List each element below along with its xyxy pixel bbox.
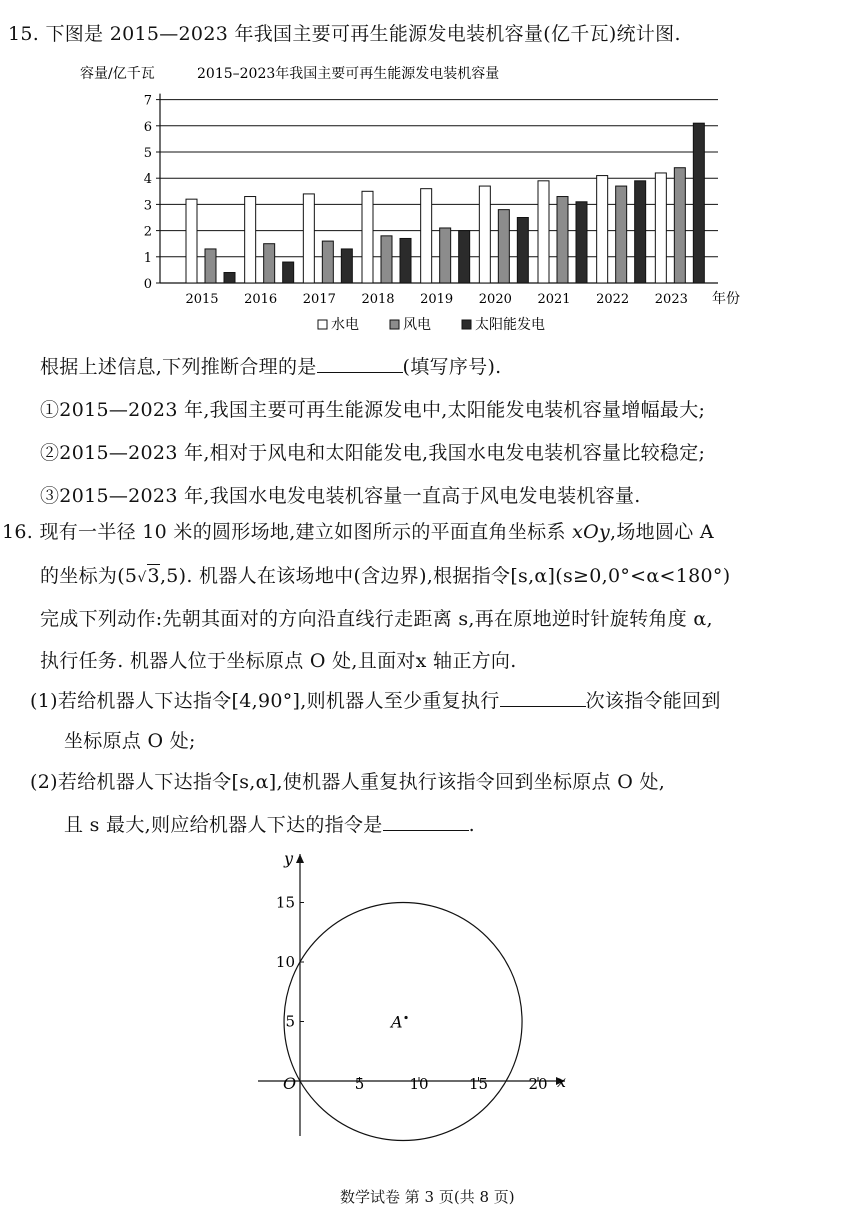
coordinate-figure: [0, 840, 867, 1160]
y-axis-label: 容量/亿千瓦: [80, 66, 155, 82]
bar-2019-0: [421, 189, 432, 283]
q16-line-4: 执行任务. 机器人位于坐标原点 O 处,且面对x 轴正方向.: [40, 650, 517, 672]
bar-2021-2: [576, 202, 587, 283]
legend-label: 水电: [331, 317, 359, 333]
bar-2018-0: [362, 191, 373, 283]
q16-part1-line2: 坐标原点 O 处;: [64, 730, 196, 752]
q15-stem: 15. 下图是 2015—2023 年我国主要可再生能源发电装机容量(亿千瓦)统计图.: [8, 23, 681, 45]
q15-statement-1: ①2015—2023 年,我国主要可再生能源发电中,太阳能发电装机容量增幅最大;: [40, 399, 706, 421]
x-tick-label: 10: [409, 1075, 429, 1093]
center-point: [404, 1016, 407, 1019]
center-label: A: [391, 1012, 403, 1032]
q16-part1: [30, 688, 721, 713]
x-tick-label: 2021: [537, 292, 571, 307]
bar-2022-1: [616, 186, 627, 283]
bar-2015-0: [186, 199, 197, 283]
q16-part2-text: 且 s 最大,则应给机器人下达的指令是: [64, 814, 383, 836]
q16-part2-end: .: [468, 814, 475, 836]
y-tick-label: 6: [143, 119, 152, 135]
coord-system-label: xOy: [572, 521, 611, 543]
y-tick-label: 4: [143, 172, 152, 188]
x-tick-label: 2020: [478, 292, 512, 307]
x-tick-label: 15: [468, 1075, 489, 1093]
q16-line-1: [2, 520, 714, 544]
y-tick-label: 15: [275, 893, 295, 912]
y-axis-label: y: [284, 849, 294, 868]
answer-blank-16-1[interactable]: [500, 688, 586, 707]
bar-2019-1: [440, 228, 451, 283]
legend-swatch: [462, 320, 471, 329]
q15-prompt-before: 根据上述信息,下列推断合理的是: [40, 356, 317, 378]
q16-line-2b: ,5). 机器人在该场地中(含边界),根据指令[s,α](s≥0,0°<α<180°): [159, 565, 731, 587]
x-tick-label: 2022: [596, 292, 630, 307]
bar-2016-0: [245, 197, 256, 283]
x-tick-label: 2018: [361, 292, 395, 307]
bar-2017-2: [341, 249, 352, 283]
answer-blank-15[interactable]: [317, 354, 403, 373]
bar-2020-2: [517, 218, 528, 284]
x-tick-label: 2019: [420, 292, 454, 307]
page-footer: 数学试卷 第 3 页(共 8 页): [340, 1188, 515, 1206]
legend-label: 太阳能发电: [475, 317, 545, 333]
x-tick-label: 2017: [302, 292, 336, 307]
y-tick-label: 5: [143, 146, 152, 161]
y-tick-label: 5: [285, 1012, 295, 1031]
bar-2023-1: [674, 168, 685, 283]
q16-line-3: 完成下列动作:先朝其面对的方向沿直线行走距离 s,再在原地逆时针旋转角度 α,: [40, 608, 713, 630]
y-tick-label: 10: [275, 953, 295, 971]
legend-label: 风电: [403, 317, 431, 333]
chart-title: 2015–2023年我国主要可再生能源发电装机容量: [197, 66, 500, 82]
bar-2016-1: [264, 244, 275, 283]
bar-2020-1: [498, 210, 509, 283]
legend-swatch: [390, 320, 399, 329]
q16-part2-line2: [64, 812, 475, 837]
x-tick-label: 5: [354, 1075, 365, 1093]
bar-2015-1: [205, 249, 216, 283]
x-tick-label: 2023: [654, 292, 688, 307]
field-circle: [284, 903, 522, 1141]
q16-part2-line1: (2)若给机器人下达指令[s,α],使机器人重复执行该指令回到坐标原点 O 处,: [30, 771, 666, 793]
q15-statement-3: ③2015—2023 年,我国水电发电装机容量一直高于风电发电装机容量.: [40, 485, 641, 507]
origin-label: O: [283, 1074, 297, 1093]
q16-part1-before: (1)若给机器人下达指令[4,90°],则机器人至少重复执行: [30, 690, 500, 712]
q15-prompt: [40, 354, 502, 379]
bar-2015-2: [224, 273, 235, 283]
sqrt-value: 3: [147, 565, 160, 587]
bar-2023-0: [655, 173, 666, 283]
y-axis-arrow: [296, 854, 304, 863]
y-tick-label: 3: [143, 198, 152, 214]
q16-line-1-text: 16. 现有一半径 10 米的圆形场地,建立如图所示的平面直角坐标系: [2, 521, 566, 543]
y-tick-label: 1: [143, 250, 152, 266]
bar-2021-1: [557, 197, 568, 283]
q16-center-text: ,场地圆心 A: [610, 521, 714, 543]
bar-2018-1: [381, 236, 392, 283]
q16-line-2: 的坐标为(5√3,5). 机器人在该场地中(含边界),根据指令[s,α](s≥0,0°<α<180°): [40, 565, 731, 587]
q16-line-2a: 的坐标为(5: [40, 565, 138, 587]
bar-2021-0: [538, 181, 549, 283]
y-tick-label: 7: [143, 93, 152, 109]
bar-2020-0: [479, 186, 490, 283]
bar-2016-2: [283, 262, 294, 283]
x-axis-label: 年份: [712, 291, 740, 307]
bar-2022-0: [597, 176, 608, 283]
legend-swatch: [318, 320, 327, 329]
y-tick-label: 0: [143, 277, 152, 292]
q15-statement-2: ②2015—2023 年,相对于风电和太阳能发电,我国水电发电装机容量比较稳定;: [40, 442, 706, 464]
bar-2023-2: [693, 123, 704, 283]
bar-2018-2: [400, 238, 411, 283]
bar-2017-0: [303, 194, 314, 283]
answer-blank-16-2[interactable]: [383, 812, 469, 831]
bar-chart: [0, 50, 867, 380]
q16-part1-after: 次该指令能回到: [585, 690, 721, 712]
x-tick-label: 2015: [185, 292, 219, 307]
q15-prompt-after: (填写序号).: [402, 356, 502, 378]
x-tick-label: 2016: [244, 292, 278, 307]
bar-2017-1: [322, 241, 333, 283]
bar-2022-2: [635, 181, 646, 283]
bar-2019-2: [459, 231, 470, 283]
y-tick-label: 2: [143, 224, 152, 240]
x-tick-label: 20: [528, 1075, 548, 1093]
x-axis-label: x: [557, 1072, 567, 1091]
